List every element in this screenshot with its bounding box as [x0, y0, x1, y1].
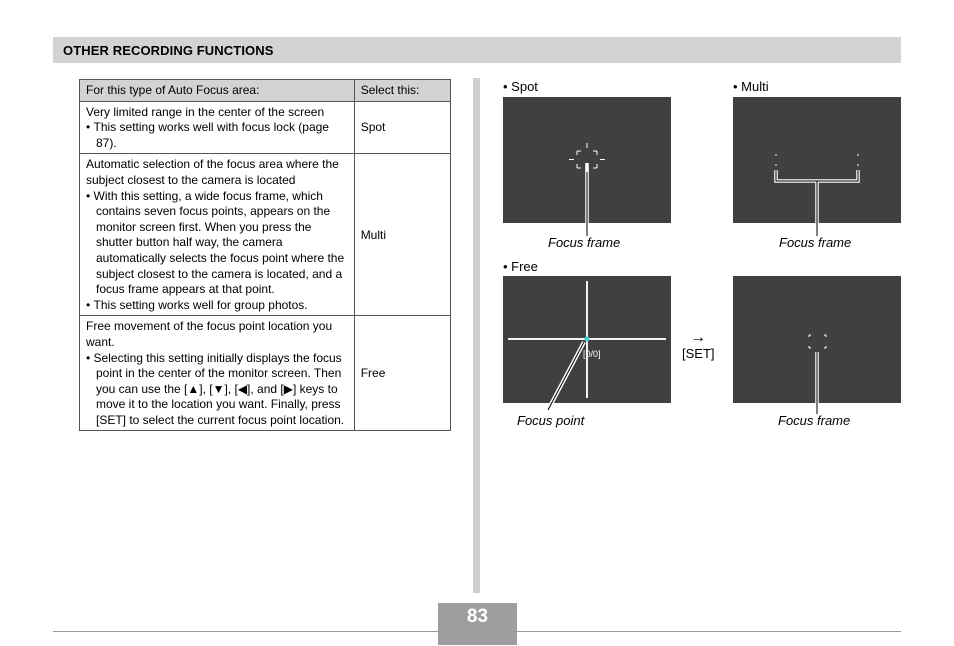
table-header-select: Select this:	[354, 80, 450, 102]
arrow-right-icon: →	[690, 329, 706, 346]
bullet-item: • This setting works well for group photos.	[86, 297, 308, 312]
bullet-item: • This setting works well with focus lock (page 87).	[86, 120, 329, 150]
spot-label: • Spot	[503, 79, 538, 94]
row-select-value: Free	[354, 316, 450, 431]
free-caption: Focus point	[517, 413, 585, 428]
row-select-value: Multi	[354, 154, 450, 316]
page-number: 83	[466, 606, 489, 627]
focus-point-marker	[585, 337, 590, 342]
free-set-caption: Focus frame	[778, 413, 851, 428]
bullet-item: • With this setting, a wide focus frame, which contains seven focus points, appears on the monitor screen first. When you press the shutter button half way, the camera automatically selects the focus point where the subject closest to the camera is located, and a focus frame appears at that point.	[86, 188, 345, 297]
row-select-value: Spot	[354, 101, 450, 154]
multi-caption: Focus frame	[779, 235, 852, 250]
coordinate-readout: [0/0]	[583, 349, 601, 359]
spot-caption: Focus frame	[548, 235, 621, 250]
row-description-text: Automatic selection of the focus area where the subject closest to the camera is located	[86, 157, 339, 187]
free-label: • Free	[503, 259, 538, 274]
row-description-text: Free movement of the focus point location you want.	[86, 319, 333, 349]
multi-label: • Multi	[733, 79, 769, 94]
page-number-box	[438, 603, 517, 631]
multi-focus-frame	[776, 154, 858, 166]
bullet-item: • Selecting this setting initially displays the focus point in the center of the monitor screen. Then you can use the [▲], [▼], [◀], and [▶] keys to move it to the location you want. Finally, press [SET] to select the current focus point location.	[86, 350, 345, 427]
set-label: [SET]	[682, 346, 715, 361]
row-description-text: Very limited range in the center of the screen	[86, 104, 325, 119]
table-header-area: For this type of Auto Focus area:	[80, 80, 355, 102]
free-set-focus-frame	[809, 335, 826, 348]
section-title: OTHER RECORDING FUNCTIONS	[63, 43, 274, 58]
page-number-tab	[438, 632, 517, 645]
